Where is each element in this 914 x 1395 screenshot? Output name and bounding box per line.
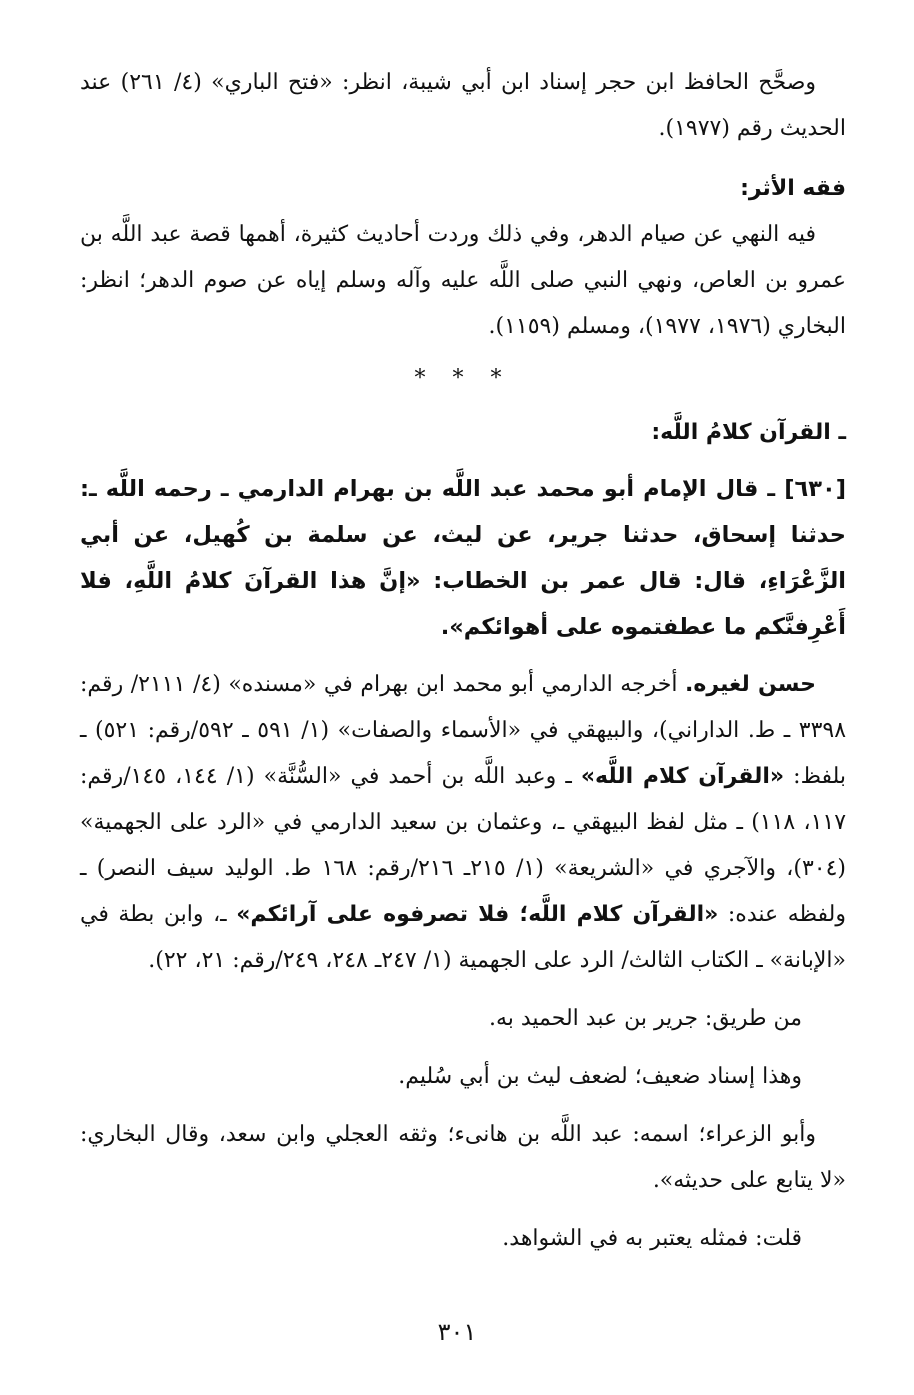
quote-wording-1: «القرآن كلام اللَّه» xyxy=(580,764,785,789)
isnad-line: وهذا إسناد ضعيف؛ لضعف ليث بن أبي سُليم. xyxy=(398,1064,802,1089)
takhrij-text-1: أخرجه الدارمي أبو محمد ابن بهرام في «مسنده» (٤/ ٢١١١/ رقم: ٣٣٩٨ ـ ط. الداراني)، والبيهقي في «الأسماء والصفات» (١/ ٥٩١ ـ ٥٩٢/رقم: ٥٢١) ـ بلفظ: xyxy=(80,672,847,789)
page-number: ٣٠١ xyxy=(437,1318,477,1346)
takhrij-paragraph xyxy=(80,662,846,984)
qultu-line: قلت: فمثله يعتبر به في الشواهد. xyxy=(502,1226,802,1251)
takhrij-text-3: ـ، وابن بطة في «الإبانة» ـ الكتاب الثالث/ الرد على الجهمية (١/ ٢٤٧ـ ٢٤٨، ٢٤٩/رقم: ٢١، ٢٢). xyxy=(80,902,846,973)
top-paragraph: وصحَّح الحافظ ابن حجر إسناد ابن أبي شيبة، انظر: «فتح الباري» (٤/ ٢٦١) عند الحديث رقم (١٩٧٧). xyxy=(80,70,846,141)
hadith-narration: [٦٣٠] ـ قال الإمام أبو محمد عبد اللَّه بن بهرام الدارمي ـ رحمه اللَّه ـ: حدثنا إسحاق، حدثنا جرير، عن ليث، عن سلمة بن كُهيل، عن أبي الزَّعْرَاءِ، قال: قال عمر بن الخطاب: «إنَّ هذا القرآنَ كلامُ اللَّهِ، فلا أَعْرِفنَّكم ما عطفتموه على أهوائكم». xyxy=(80,476,846,640)
separator-stars: * * * xyxy=(414,366,512,391)
takhrij-text-2: ـ وعبد اللَّه بن أحمد في «السُّنَّة» (١/ ١٤٤، ١٤٥/رقم: ١١٧، ١١٨) ـ مثل لفظ البيهقي ـ، وعثمان بن سعيد الدارمي في «الرد على الجهمية» (٣٠٤)، والآجري في «الشريعة» (١/ ٢١٥ـ ٢١٦/رقم: ١٦٨ ط. الوليد سيف النصر) ـ ولفظه عنده: xyxy=(80,764,847,927)
fiqh-text: فيه النهي عن صيام الدهر، وفي ذلك وردت أحاديث كثيرة، أهمها قصة عبد اللَّه بن عمرو بن العاص، ونهي النبي صلى اللَّه عليه وآله وسلم إياه عن صوم الدهر؛ انظر: البخاري (١٩٧٦، ١٩٧٧)، ومسلم (١١٥٩). xyxy=(80,222,846,339)
tariq-line: من طريق: جرير بن عبد الحميد به. xyxy=(488,1006,802,1031)
quote-wording-2: «القرآن كلام اللَّه؛ فلا تصرفوه على آرائكم» xyxy=(236,902,719,927)
grading-label: حسن لغيره. xyxy=(685,672,816,697)
abu-zahra-paragraph: وأبو الزعراء؛ اسمه: عبد اللَّه بن هانىء؛ وثقه العجلي وابن سعد، وقال البخاري: «لا يتابع على حديثه». xyxy=(80,1122,846,1193)
fiqh-heading: فقه الأثر: xyxy=(740,176,846,201)
section-heading: ـ القرآن كلامُ اللَّه: xyxy=(651,420,846,445)
